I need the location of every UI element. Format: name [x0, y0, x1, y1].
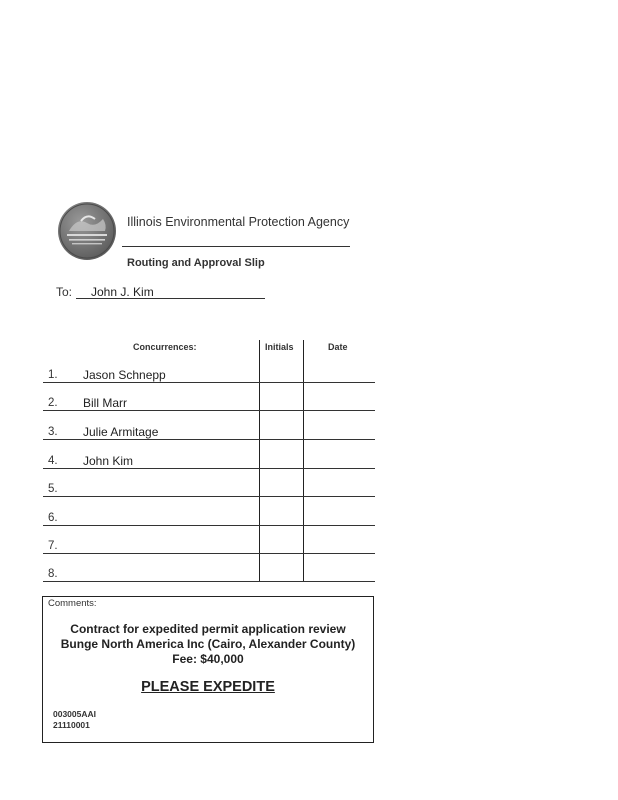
row-number: 8. — [48, 568, 58, 580]
comments-box — [42, 596, 374, 743]
comment-line-2: Bunge North America Inc (Cairo, Alexander County) — [60, 637, 356, 651]
concurrences-header: Concurrences: — [133, 342, 197, 352]
date-header: Date — [328, 342, 348, 352]
iepa-seal-icon — [57, 201, 117, 261]
row-number: 1. — [48, 369, 58, 381]
row-line — [43, 525, 375, 526]
row-name: Jason Schnepp — [83, 368, 166, 382]
to-underline — [76, 298, 265, 299]
to-recipient: John J. Kim — [91, 285, 154, 299]
date-column-divider — [303, 340, 304, 582]
to-label: To: — [56, 285, 73, 299]
agency-name: Illinois Environmental Protection Agency — [127, 215, 350, 229]
row-number: 3. — [48, 426, 58, 438]
header-rule — [122, 246, 350, 247]
comments-label: Comments: — [48, 598, 97, 609]
row-line — [43, 496, 375, 497]
row-name: John Kim — [83, 454, 134, 468]
row-line — [43, 382, 375, 383]
slip-title: Routing and Approval Slip — [127, 257, 265, 269]
row-number: 4. — [48, 455, 58, 467]
row-number: 7. — [48, 540, 58, 552]
initials-header: Initials — [265, 342, 294, 352]
comment-line-1: Contract for expedited permit application review — [70, 622, 346, 636]
row-line — [43, 410, 375, 411]
row-line — [43, 553, 375, 554]
row-number: 6. — [48, 512, 58, 524]
reference-code: 21110001 — [53, 720, 90, 730]
expedite-notice: PLEASE EXPEDITE — [141, 679, 275, 695]
comment-fee: Fee: $40,000 — [172, 652, 244, 666]
initials-column-divider — [259, 340, 260, 582]
row-line — [43, 439, 375, 440]
row-name: Julie Armitage — [83, 425, 159, 439]
reference-code: 003005AAI — [53, 709, 97, 719]
row-line — [43, 581, 375, 582]
row-number: 2. — [48, 397, 58, 409]
row-name: Bill Marr — [83, 396, 127, 410]
row-number: 5. — [48, 483, 58, 495]
row-line — [43, 468, 375, 469]
